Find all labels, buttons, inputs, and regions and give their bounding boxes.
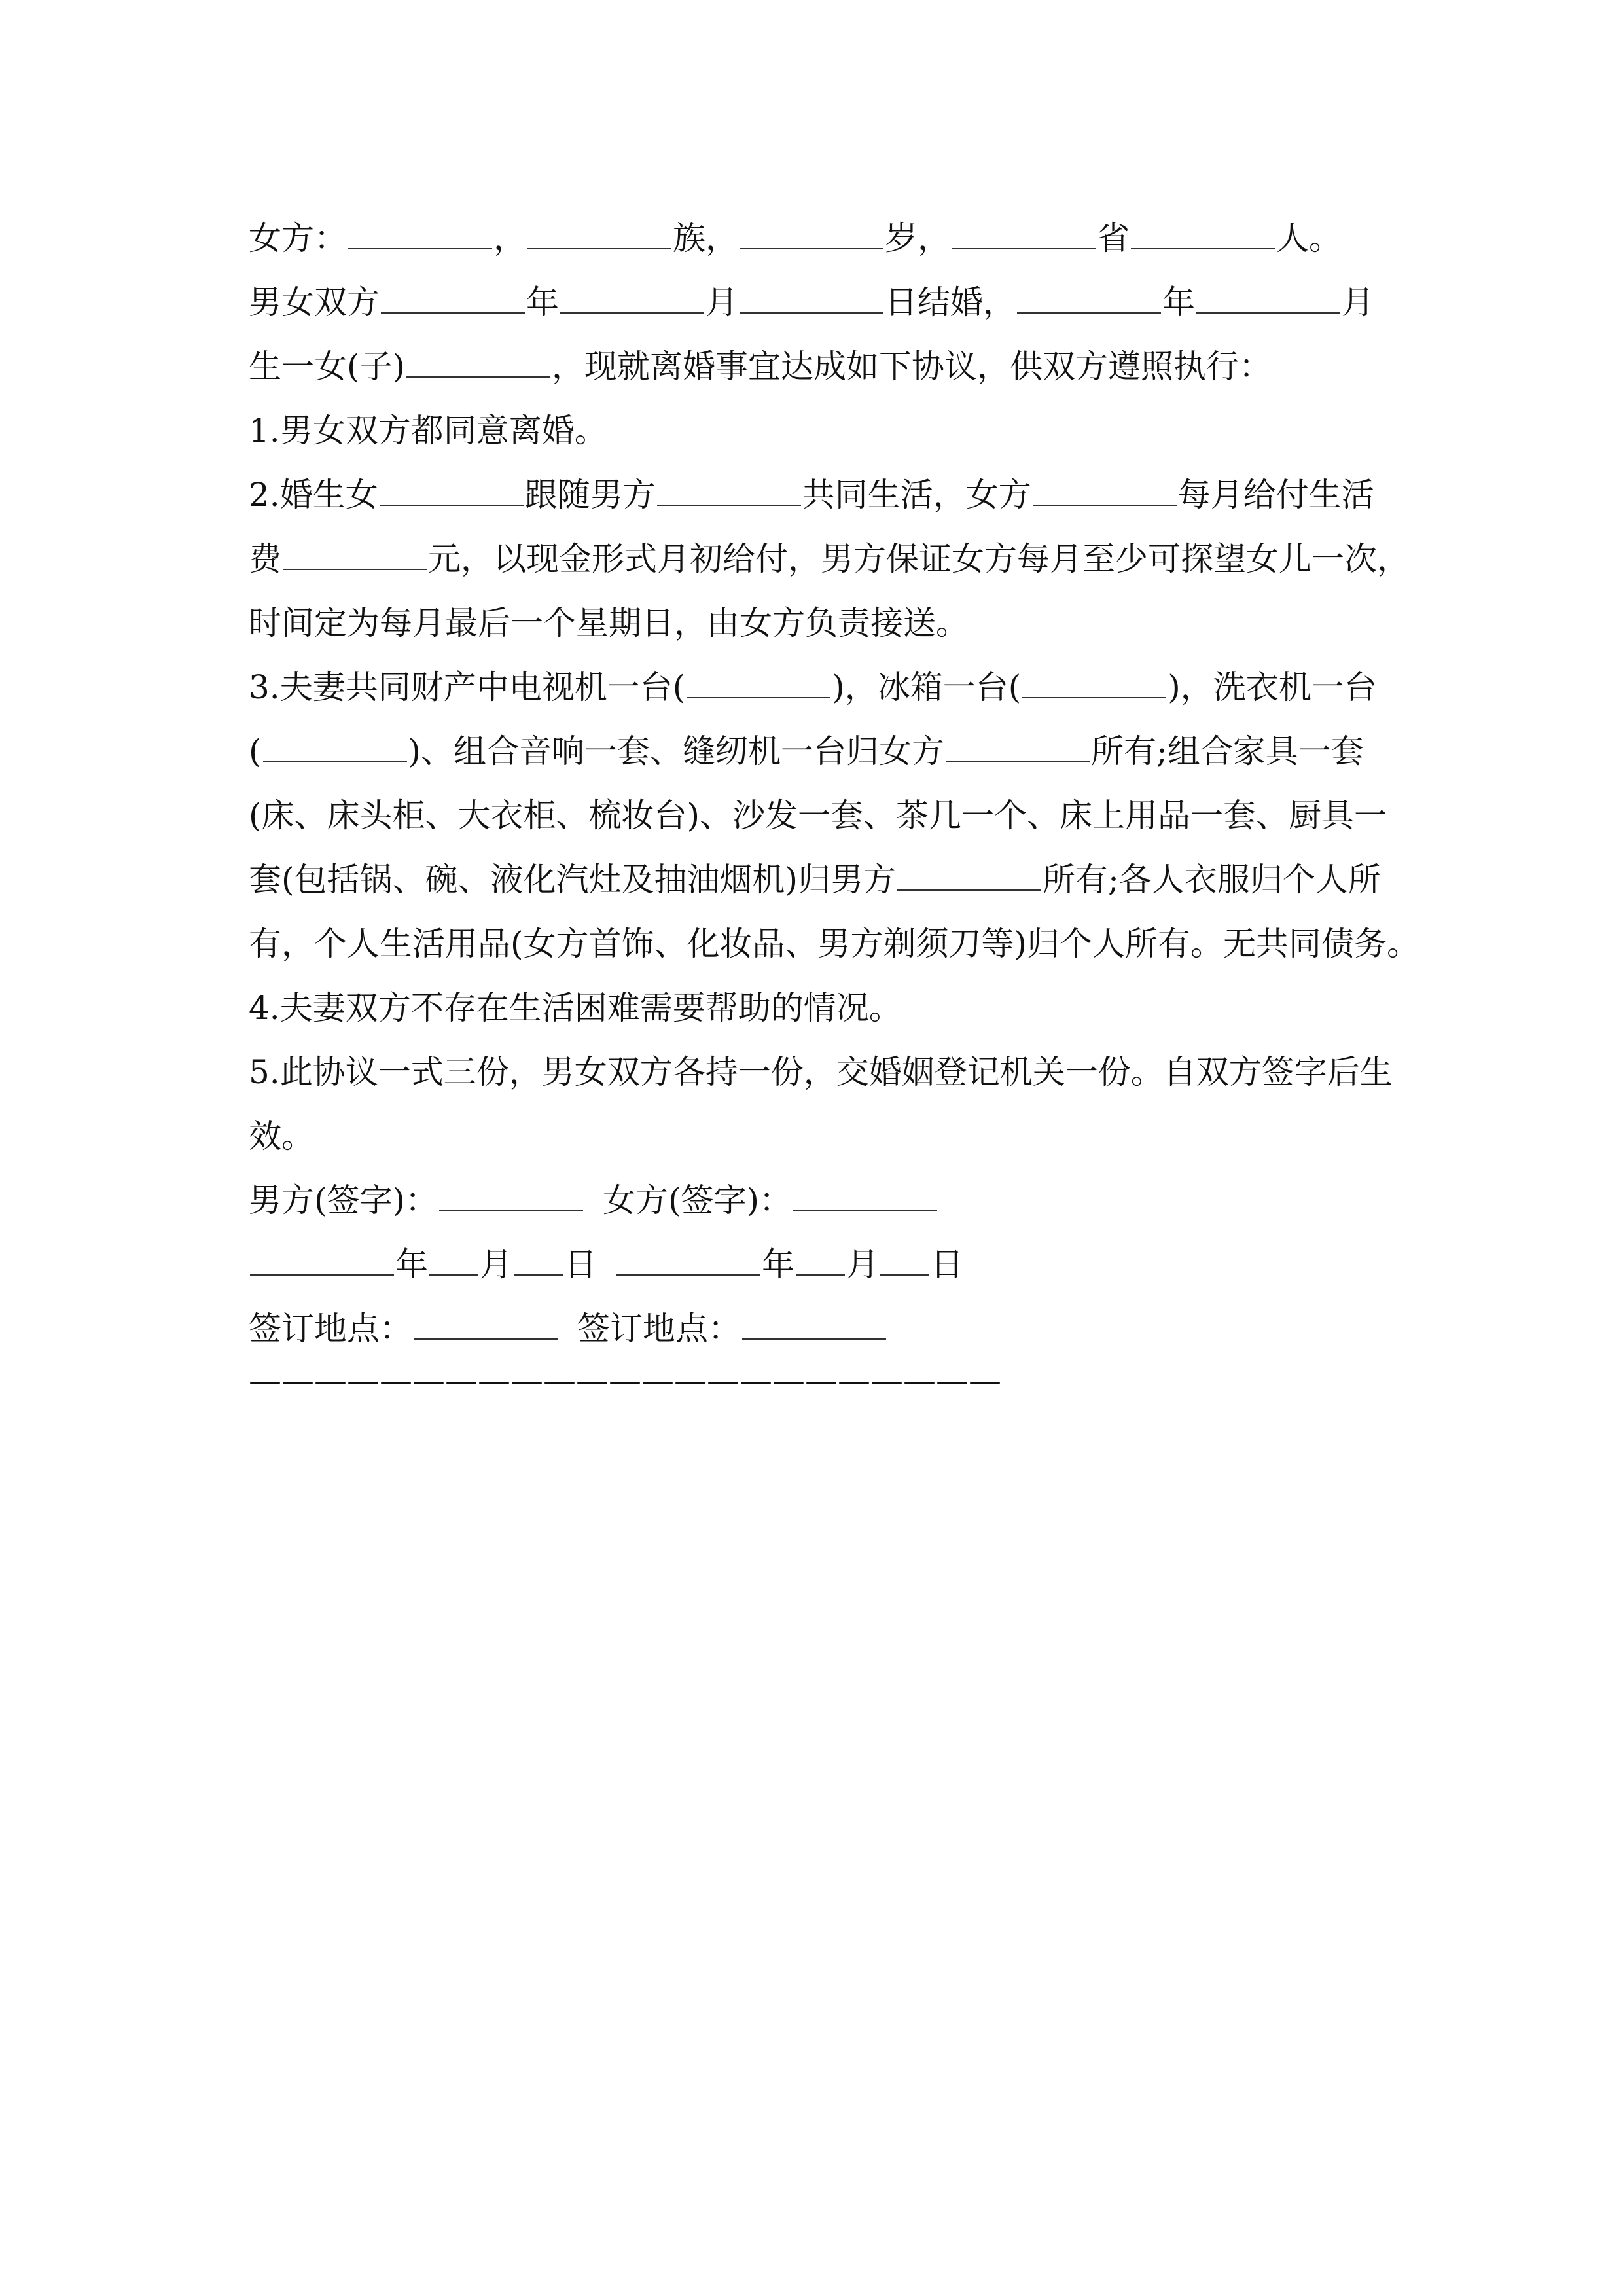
fill-blank[interactable] [1131,215,1275,249]
place-label: 签订地点： [577,1310,741,1348]
text-fragment: 4.夫妻双方不存在生活困难需要帮助的情况。 [249,989,902,1027]
text-fragment: 费 [249,540,281,578]
fill-blank[interactable] [946,728,1090,762]
text-line [249,591,1400,655]
text-fragment: )、组合音响一套、缝纫机一台归女方 [408,732,945,770]
text-fragment: ，现就离婚事宜达成如下协议，供双方遵照执行： [552,348,1272,386]
text-line [249,719,1400,783]
text-fragment: 每月给付生活 [1177,476,1374,514]
clause-5 [249,1040,1400,1104]
text-fragment: 有，个人生活用品(女方首饰、化妆品、男方剃须刀等)归个人所有。无共同债务。 [249,925,1420,963]
place-row [249,1297,1400,1361]
year-label: 年 [395,1246,428,1283]
agreement-body [249,206,1420,1400]
year-label: 年 [762,1246,794,1283]
day-field[interactable] [514,1242,563,1276]
text-fragment: 年 [1162,283,1195,321]
woman-signature-label: 女方(签字)： [603,1181,793,1219]
text-fragment: 跟随男方 [524,476,656,514]
month-label: 月 [480,1246,512,1283]
text-fragment: 人。 [1276,219,1342,257]
text-fragment: 所有;各人衣服归个人所 [1043,861,1381,899]
text-fragment: ， [493,219,526,257]
clause-2 [249,463,1400,527]
text-line [249,848,1400,912]
text-fragment: 日结婚， [885,283,1016,321]
fill-blank[interactable] [527,215,671,249]
fill-blank[interactable] [348,215,492,249]
text-fragment: )，洗衣机一台 [1168,668,1377,706]
text-fragment: 2.婚生女 [249,476,378,514]
day-label: 日 [564,1246,597,1283]
clause-4 [249,976,1400,1040]
fill-blank[interactable] [283,536,427,570]
fill-blank[interactable] [740,215,883,249]
text-fragment: 族， [673,219,738,257]
day-label: 日 [931,1246,963,1283]
month-label: 月 [846,1246,879,1283]
text-fragment: 共同生活，女方 [802,476,1031,514]
text-fragment: 月 [705,283,738,321]
text-line [249,334,1400,399]
fill-blank[interactable] [406,344,550,378]
signature-row [249,1168,1400,1232]
text-fragment: 时间定为每月最后一个星期日，由女方负责接送。 [249,604,969,642]
text-fragment: 5.此协议一式三份，男女双方各持一份，交婚姻登记机关一份。自双方签字后生 [249,1053,1393,1091]
fill-blank[interactable] [381,279,525,314]
text-fragment: 3.夫妻共同财产中电视机一台( [249,668,686,706]
fill-blank[interactable] [263,728,407,762]
text-fragment: )，冰箱一台( [832,668,1022,706]
fill-blank[interactable] [1017,279,1161,314]
month-field[interactable] [429,1242,478,1276]
text-fragment: 男女双方 [249,283,380,321]
fill-blank[interactable] [657,472,801,506]
year-field[interactable] [616,1242,760,1276]
text-fragment: ( [249,732,262,770]
text-fragment: 省 [1097,219,1130,257]
text-fragment: 元，以现金形式月初给付，男方保证女方每月至少可探望女儿一次， [428,540,1410,578]
year-field[interactable] [250,1242,394,1276]
separator-rule: ——————————————————————— [249,1361,1001,1399]
date-row [249,1232,1400,1297]
day-field[interactable] [880,1242,929,1276]
place-label: 签订地点： [249,1310,412,1348]
text-fragment: 岁， [885,219,950,257]
text-line [249,206,1400,270]
clause-3 [249,655,1400,719]
fill-blank[interactable] [952,215,1096,249]
man-signature-field[interactable] [439,1177,583,1211]
text-fragment: 生一女(子) [249,348,406,386]
text-line [249,912,1420,976]
fill-blank[interactable] [1196,279,1340,314]
text-fragment: (床、床头柜、大衣柜、梳妆台)、沙发一套、茶几一个、床上用品一套、厨具一 [249,797,1387,834]
text-fragment: 效。 [249,1117,314,1155]
fill-blank[interactable] [897,857,1041,891]
month-field[interactable] [796,1242,845,1276]
woman-signature-field[interactable] [793,1177,937,1211]
text-line [249,270,1400,334]
text-fragment: 月 [1342,283,1374,321]
text-fragment: 女方： [249,219,347,257]
text-line [249,527,1410,591]
place-field[interactable] [742,1306,886,1340]
fill-blank[interactable] [560,279,704,314]
fill-blank[interactable] [1033,472,1177,506]
place-field[interactable] [414,1306,558,1340]
text-fragment: 年 [526,283,559,321]
text-fragment: 1.男女双方都同意离婚。 [249,412,607,450]
fill-blank[interactable] [380,472,524,506]
text-fragment: 所有;组合家具一套 [1091,732,1364,770]
text-line [249,1104,1400,1168]
fill-blank[interactable] [687,664,830,698]
fill-blank[interactable] [1022,664,1166,698]
clause-1 [249,399,1400,463]
text-fragment: 套(包括锅、碗、液化汽灶及抽油烟机)归男方 [249,861,897,899]
man-signature-label: 男方(签字)： [249,1181,438,1219]
text-line [249,783,1400,848]
fill-blank[interactable] [740,279,883,314]
